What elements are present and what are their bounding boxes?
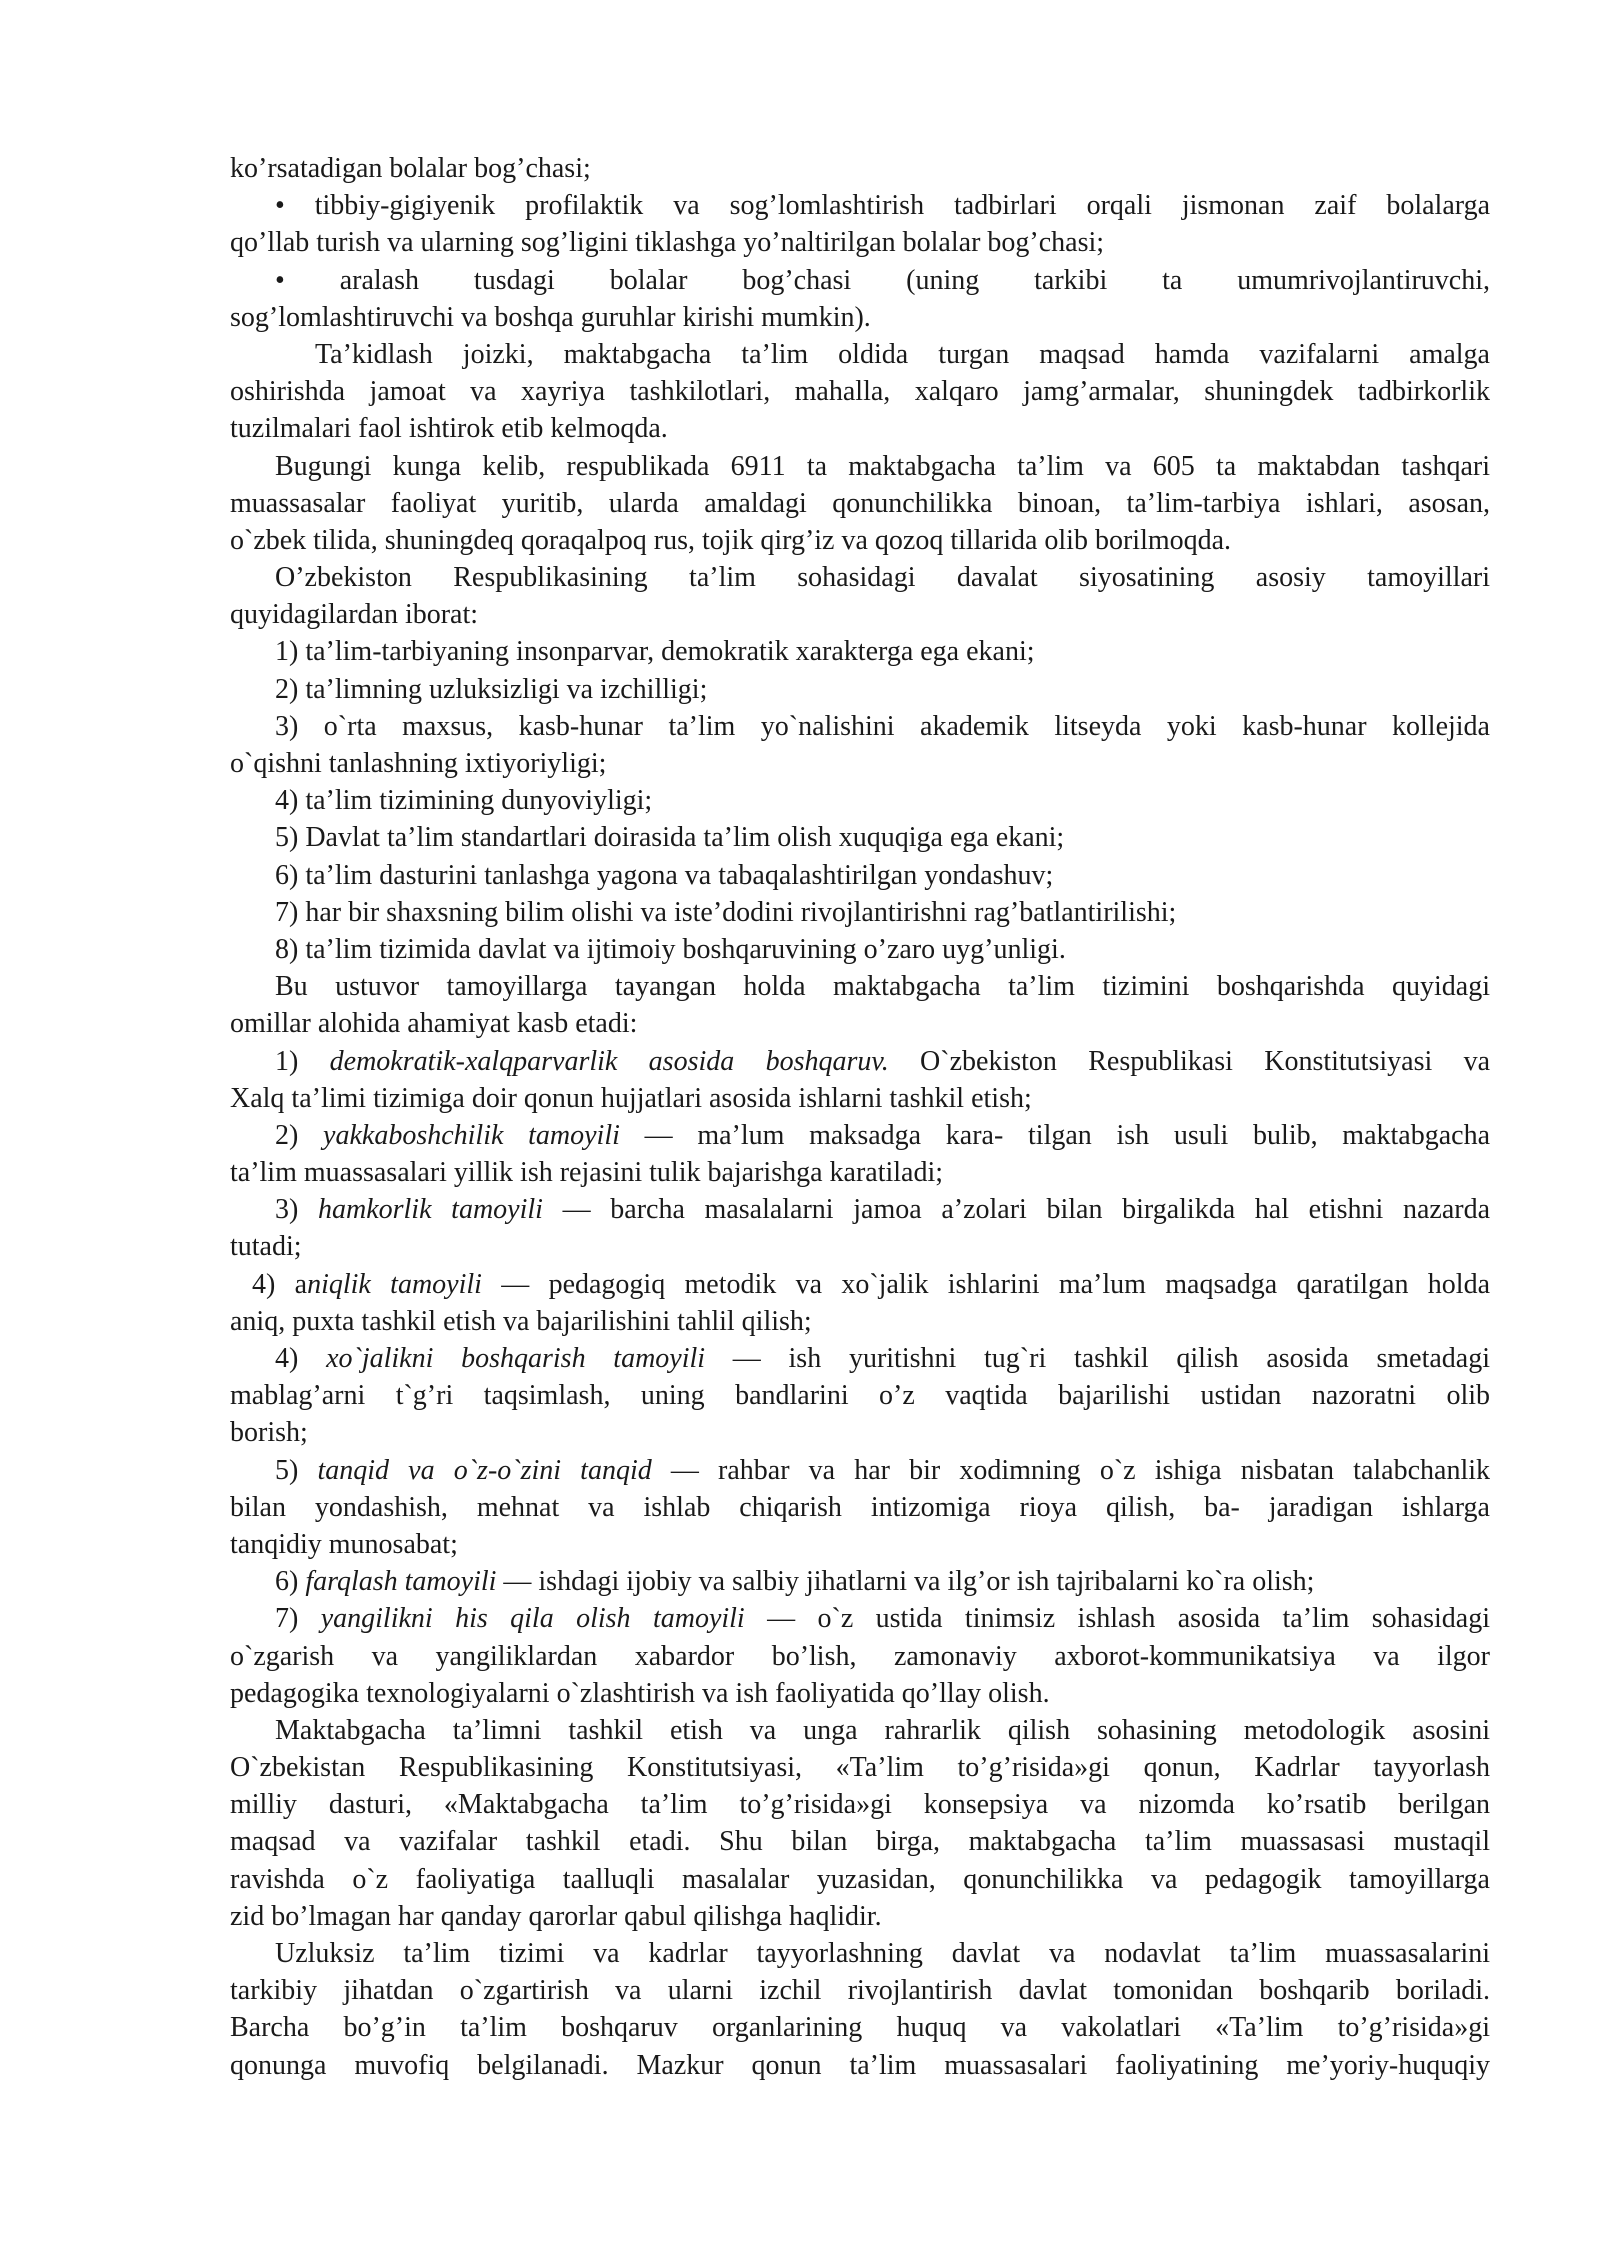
text-line: Barcha bo’g’in ta’lim boshqaruv organlarining huquq va vakolatlari «Ta’lim to’g’risida»gi: [230, 2012, 1490, 2044]
text-line: omillar alohida ahamiyat kasb etadi:: [230, 1008, 638, 1040]
text-line: tarkibiy jihatdan o`zgartirish va ularni izchil rivojlantirish davlat tomonidan boshqarib boriladi.: [230, 1975, 1490, 2007]
text-line: Ta’kidlash joizki, maktabgacha ta’lim oldida turgan maqsad hamda vazifalarni amalga: [315, 338, 1490, 370]
text-line: 1) ta’lim-tarbiyaning insonparvar, demokratik xarakterga ega ekani;: [275, 636, 1035, 668]
text-line: 4) aniqlik tamoyili — pedagogiq metodik va xo`jalik ishlarini ma’lum maqsadga qaratilgan holda: [252, 1268, 1490, 1300]
text-line: quyidagilardan iborat:: [230, 599, 479, 631]
text-line: bilan yondashish, mehnat va ishlab chiqarish intizomiga rioya qilish, ba- jaradigan ishlarga: [230, 1491, 1490, 1523]
text-line: sog’lomlashtiruvchi va boshqa guruhlar kirishi mumkin).: [230, 301, 871, 333]
text-line: 5) Davlat ta’lim standartlari doirasida ta’lim olish xuquqiga ega ekani;: [275, 822, 1065, 854]
text-line: o`qishni tanlashning ixtiyoriyligi;: [230, 748, 607, 779]
text-line: tuzilmalari faol ishtirok etib kelmoqda.: [230, 413, 668, 445]
text-line: 3) hamkorlik tamoyili — barcha masalalarni jamoa a’zolari bilan birgalikda hal etishni nazarda: [275, 1194, 1491, 1226]
text-line: O’zbekiston Respublikasining ta’lim sohasidagi davalat siyosatining asosiy tamoyillari: [275, 562, 1490, 594]
text-line: maqsad va vazifalar tashkil etadi. Shu bilan birga, maktabgacha ta’lim muassasasi mustaqil: [230, 1826, 1490, 1858]
text-line: 7) har bir shaxsning bilim olishi va iste’dodini rivojlantirishni rag’batlantirilishi;: [275, 896, 1177, 928]
text-line: muassasalar faoliyat yuritib, ularda amaldagi qonunchilikka binoan, ta’lim-tarbiya ishlari, asosan,: [230, 487, 1490, 519]
text-line: Bugungi kunga kelib, respublikada 6911 ta maktabgacha ta’lim va 605 ta maktabdan tashqari: [275, 450, 1490, 482]
text-line: 1) demokratik-xalqparvarlik asosida boshqaruv. O`zbekiston Respublikasi Konstitutsiyasi va: [275, 1045, 1490, 1077]
text-line: o`zbek tilida, shuningdeq qoraqalpoq rus, tojik qirg’iz va qozoq tillarida olib borilmoqda.: [230, 524, 1232, 556]
text-line: O`zbekistan Respublikasining Konstitutsiyasi, «Ta’lim to’g’risida»gi qonun, Kadrlar tayyorlash: [230, 1752, 1490, 1784]
text-line: ravishda o`z faoliyatiga taalluqli masalalar yuzasidan, qonunchilikka va pedagogik tamoyillarga: [230, 1863, 1490, 1895]
text-line: 4) xo`jalikni boshqarish tamoyili — ish yuritishni tug`ri tashkil qilish asosida smetadagi: [275, 1343, 1490, 1374]
text-line: zid bo’lmagan har qanday qarorlar qabul qilishga haqlidir.: [230, 1900, 882, 1932]
text-line: Uzluksiz ta’lim tizimi va kadrlar tayyorlashning davlat va nodavlat ta’lim muassasalarini: [275, 1938, 1490, 1969]
text-line: tutadi;: [230, 1231, 302, 1263]
text-line: ta’lim muassasalari yillik ish rejasini tulik bajarishga karatiladi;: [230, 1157, 944, 1189]
text-line: borish;: [230, 1417, 308, 1449]
text-line: Xalq ta’limi tizimiga doir qonun hujjatlari asosida ishlarni tashkil etish;: [230, 1082, 1032, 1114]
text-line: 3) o`rta maxsus, kasb-hunar ta’lim yo`nalishini akademik litseyda yoki kasb-hunar kollejida: [275, 710, 1490, 742]
text-line: aniq, puxta tashkil etish va bajarilishini tahlil qilish;: [230, 1305, 812, 1337]
text-line: qo’llab turish va ularning sog’ligini tiklashga yo’naltirilgan bolalar bog’chasi;: [230, 227, 1105, 259]
text-line: 4) ta’lim tizimining dunyoviyligi;: [275, 785, 653, 817]
text-line: qonunga muvofiq belgilanadi. Mazkur qonun ta’lim muassasalari faoliyatining me’yoriy-huquqiy: [230, 2049, 1490, 2081]
text-line: milliy dasturi, «Maktabgacha ta’lim to’g’risida»gi konsepsiya va nizomda ko’rsatib berilgan: [230, 1789, 1490, 1821]
text-line: Maktabgacha ta’limni tashkil etish va unga rahrarlik qilish sohasining metodologik asosini: [275, 1714, 1490, 1746]
text-line: 7) yangilikni his qila olish tamoyili — o`z ustida tinimsiz ishlash asosida ta’lim sohasidagi: [275, 1603, 1490, 1635]
text-line: • tibbiy-gigiyenik profilaktik va sog’lomlashtirish tadbirlari orqali jismonan zaif bolalarga: [275, 190, 1490, 222]
text-line: 6) farqlash tamoyili — ishdagi ijobiy va salbiy jihatlarni va ilg’or ish tajribalarni ko`ra olish;: [275, 1566, 1315, 1598]
text-line: 6) ta’lim dasturini tanlashga yagona va tabaqalashtirilgan yondashuv;: [275, 859, 1054, 891]
text-line: tanqidiy munosabat;: [230, 1528, 458, 1560]
text-line: 5) tanqid va o`z-o`zini tanqid — rahbar va har bir xodimning o`z ishiga nisbatan talabchanlik: [275, 1454, 1490, 1486]
text-line: o`zgarish va yangiliklardan xabardor bo’lish, zamonaviy axborot-kommunikatsiya va ilgor: [230, 1640, 1490, 1672]
text-line: mablag’arni t`g’ri taqsimlash, uning bandlarini o’z vaqtida bajarilishi ustidan nazoratni olib: [230, 1380, 1490, 1412]
text-line: ko’rsatadigan bolalar bog’chasi;: [230, 153, 591, 184]
text-line: 2) yakkaboshchilik tamoyili — ma’lum maksadga kara- tilgan ish usuli bulib, maktabgacha: [275, 1119, 1491, 1151]
text-line: 2) ta’limning uzluksizligi va izchilligi;: [275, 673, 708, 705]
text-line: pedagogika texnologiyalarni o`zlashtirish va ish faoliyatida qo’llay olish.: [230, 1677, 1050, 1709]
text-line: 8) ta’lim tizimida davlat va ijtimoiy boshqaruvining o’zaro uyg’unligi.: [275, 933, 1066, 965]
text-line: • aralash tusdagi bolalar bog’chasi (uning tarkibi ta umumrivojlantiruvchi,: [275, 264, 1490, 296]
document-page: [230, 150, 1490, 2084]
text-line: oshirishda jamoat va xayriya tashkilotlari, mahalla, xalqaro jamg’armalar, shuningdek tadbirkorlik: [230, 376, 1490, 408]
text-line: Bu ustuvor tamoyillarga tayangan holda maktabgacha ta’lim tizimini boshqarishda quyidagi: [275, 971, 1490, 1003]
